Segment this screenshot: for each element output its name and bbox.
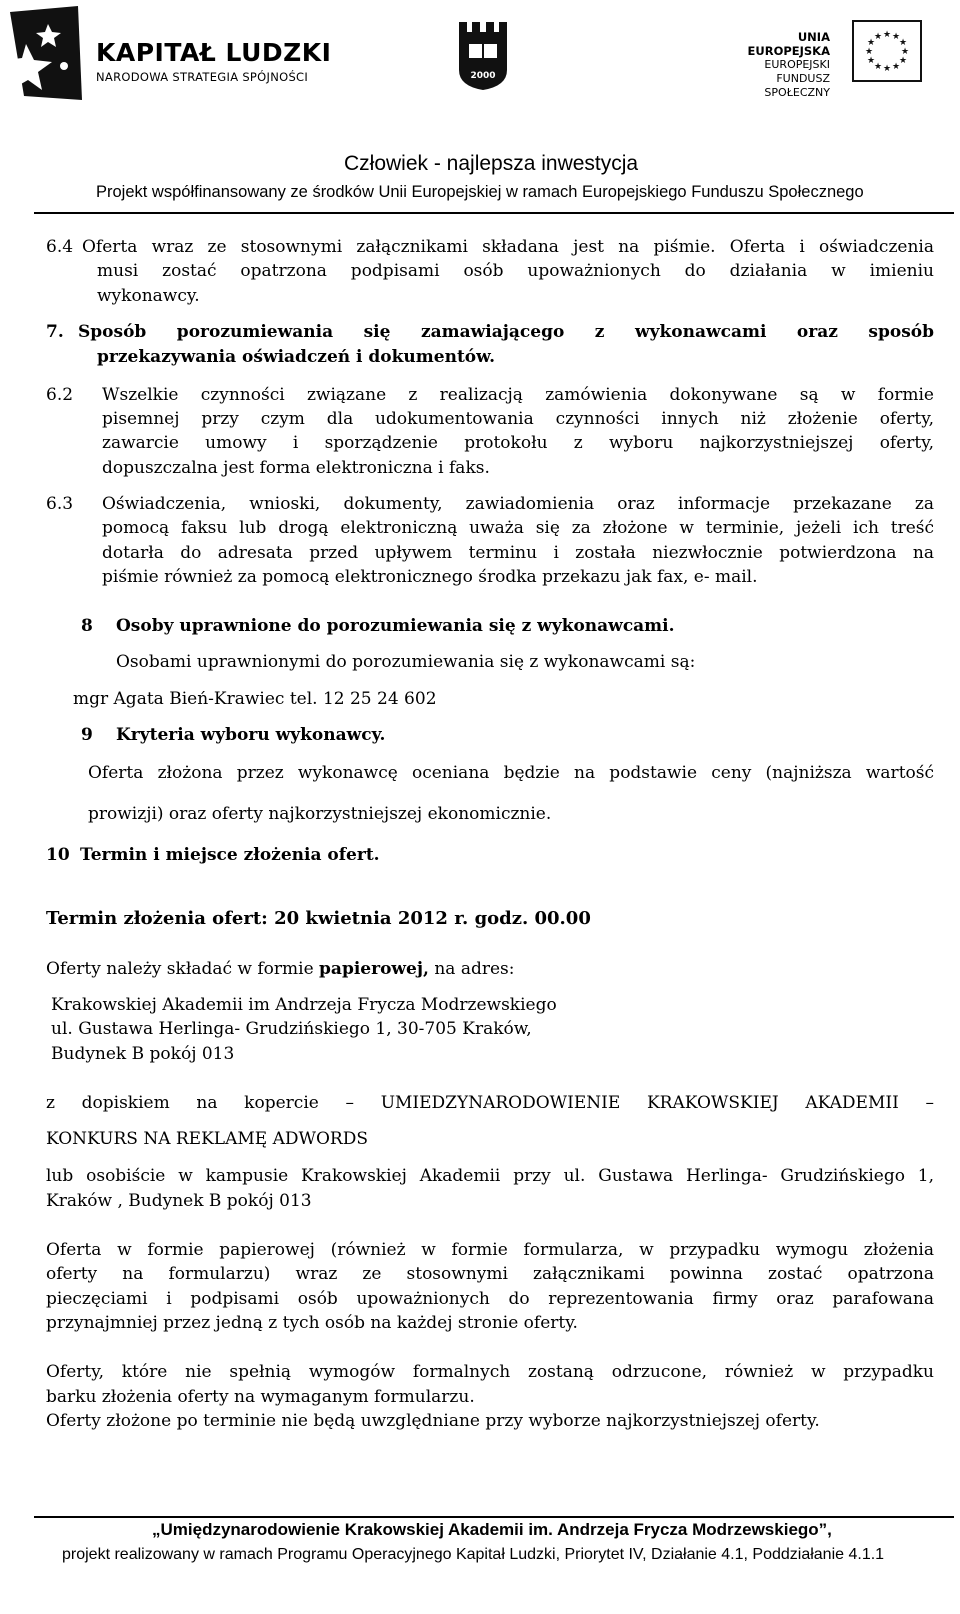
eu-flag-icon — [852, 20, 922, 82]
envelope-note: KONKURS NA REKLAMĘ ADWORDS — [46, 1129, 368, 1149]
section-number: 6.4 — [46, 237, 74, 257]
envelope-note: z dopiskiem na kopercie – UMIEDZYNARODOWIENIE KRAKOWSKIEJ AKADEMII – — [46, 1093, 934, 1113]
paragraph-line: pomocą faksu lub drogą elektroniczną uważa się za złożone w terminie, jeżeli ich treść — [102, 518, 934, 538]
eu-line-3: FUNDUSZ SPOŁECZNY — [764, 72, 830, 99]
slogan: Człowiek - najlepsza inwestycja — [344, 152, 639, 175]
paragraph-line: przynajmniej przez jedną z tych osób na każdej stronie oferty. — [46, 1313, 578, 1333]
paragraph-line: musi zostać opatrzona podpisami osób upoważnionych do działania w imieniu — [97, 261, 934, 281]
offer-form-line — [46, 957, 515, 982]
paragraph-line: Oferta złożona przez wykonawcę oceniana będzie na podstawie ceny (najniższa wartość — [88, 763, 934, 783]
paragraph-line: barku złożenia oferty na wymaganym formularzu. — [46, 1387, 475, 1407]
paragraph-line: dopuszczalna jest forma elektroniczna i faks. — [102, 458, 490, 478]
section-number: 10 — [46, 845, 70, 865]
personal-delivery-line: lub osobiście w kampusie Krakowskiej Akademii przy ul. Gustawa Herlinga- Grudzińskiego 1, — [46, 1166, 934, 1186]
svg-text:★: ★ — [891, 32, 901, 42]
university-crest-icon — [457, 20, 509, 92]
paragraph-line: Oświadczenia, wnioski, dokumenty, zawiadomienia oraz informacje przekazane za — [102, 494, 934, 514]
section-heading: przekazywania oświadczeń i dokumentów. — [97, 347, 495, 367]
offer-form-prefix: Oferty należy składać w formie — [46, 959, 320, 979]
section-heading: Osoby uprawnione do porozumiewania się z wykonawcami. — [116, 616, 675, 636]
footer-divider — [34, 1516, 954, 1518]
svg-text:★: ★ — [866, 38, 876, 48]
section-heading: Sposób porozumiewania się zamawiającego z wykonawcami oraz sposób — [78, 322, 934, 342]
section-number: 7. — [46, 322, 64, 342]
eu-fund-label — [712, 30, 830, 100]
paragraph-line: piśmie również za pomocą elektronicznego środka przekazu jak fax, e- mail. — [102, 567, 758, 587]
footer-project-title: „Umiędzynarodowienie Krakowskiej Akademii im. Andrzeja Frycza Modrzewskiego”, — [152, 1520, 832, 1539]
footer-program-note: projekt realizowany w ramach Programu Operacyjnego Kapitał Ludzki, Priorytet IV, Działanie 4.1, Poddziałanie 4.1.1 — [62, 1546, 885, 1563]
section-heading: Termin i miejsce złożenia ofert. — [80, 845, 380, 865]
address-line: Krakowskiej Akademii im Andrzeja Frycza Modrzewskiego — [51, 995, 557, 1015]
paragraph-line: Oferta w formie papierowej (również w formie formularza, w przypadku wymogu złożenia — [46, 1240, 934, 1260]
svg-text:★: ★ — [864, 47, 874, 57]
paragraph-line: Oferty, które nie spełnią wymogów formalnych zostaną odrzucone, również w przypadku — [46, 1362, 934, 1382]
svg-text:★: ★ — [873, 62, 883, 72]
paragraph-line: Osobami uprawnionymi do porozumiewania się z wykonawcami są: — [116, 652, 696, 672]
paragraph-line: Oferty złożone po terminie nie będą uwzględniane przy wyborze najkorzystniejszej oferty. — [46, 1411, 820, 1431]
paragraph-line: prowizji) oraz oferty najkorzystniejszej ekonomicznie. — [88, 804, 552, 824]
section-heading: Kryteria wyboru wykonawcy. — [116, 725, 386, 745]
paragraph-line: wykonawcy. — [97, 286, 200, 306]
svg-text:★: ★ — [866, 56, 876, 66]
crest-year: 2000 — [470, 71, 496, 81]
eu-line-2: EUROPEJSKI — [764, 58, 830, 71]
paragraph-line: Wszelkie czynności związane z realizacją zamówienia dokonywane są w formie — [102, 385, 934, 405]
personal-delivery-line: Kraków , Budynek B pokój 013 — [46, 1191, 312, 1211]
page-header — [0, 0, 960, 220]
header-divider — [34, 212, 954, 214]
svg-text:★: ★ — [882, 30, 892, 40]
svg-text:★: ★ — [898, 56, 908, 66]
svg-text:★: ★ — [891, 62, 901, 72]
paragraph-line: Oferta wraz ze stosownymi załącznikami składana jest na piśmie. Oferta i oświadczenia — [82, 237, 934, 257]
address-line: ul. Gustawa Herlinga- Grudzińskiego 1, 30-705 Kraków, — [51, 1019, 532, 1039]
kapital-ludzki-subtitle: NARODOWA STRATEGIA SPÓJNOŚCI — [96, 70, 309, 84]
kapital-ludzki-title: KAPITAŁ LUDZKI — [96, 38, 332, 67]
paragraph-line: oferty na formularzu) wraz ze stosownymi załącznikami powinna zostać opatrzona — [46, 1264, 934, 1284]
svg-text:★: ★ — [900, 47, 910, 57]
paragraph-line: dotarła do adresata przed upływem terminu i została niezwłocznie potwierdzona na — [102, 543, 934, 563]
paragraph-line: zawarcie umowy i sporządzenie protokołu z wyboru najkorzystniejszej oferty, — [102, 433, 934, 453]
offer-form-suffix: na adres: — [428, 959, 515, 979]
section-number: 8 — [81, 616, 93, 636]
section-number: 9 — [81, 725, 93, 745]
project-cofinancing-note: Projekt współfinansowany ze środków Unii Europejskiej w ramach Europejskiego Funduszu Społecznego — [96, 183, 864, 201]
svg-text:★: ★ — [882, 64, 892, 74]
section-number: 6.2 — [46, 385, 74, 405]
offer-form-emphasis: papierowej, — [319, 959, 429, 979]
svg-text:★: ★ — [873, 32, 883, 42]
svg-text:★: ★ — [898, 38, 908, 48]
section-number: 6.3 — [46, 494, 74, 514]
paragraph-line: pieczęciami i podpisami osób upoważnionych do reprezentowania firmy oraz parafowana — [46, 1289, 934, 1309]
eu-line-1: UNIA EUROPEJSKA — [747, 30, 830, 58]
contact-person: mgr Agata Bień-Krawiec tel. 12 25 24 602 — [73, 689, 437, 709]
paragraph-line: pisemnej przy czym dla udokumentowania czynności innych niż złożenie oferty, — [102, 409, 934, 429]
offer-deadline: Termin złożenia ofert: 20 kwietnia 2012 r. godz. 00.00 — [46, 908, 591, 929]
address-line: Budynek B pokój 013 — [51, 1044, 235, 1064]
kapital-ludzki-logo-icon — [4, 4, 84, 104]
